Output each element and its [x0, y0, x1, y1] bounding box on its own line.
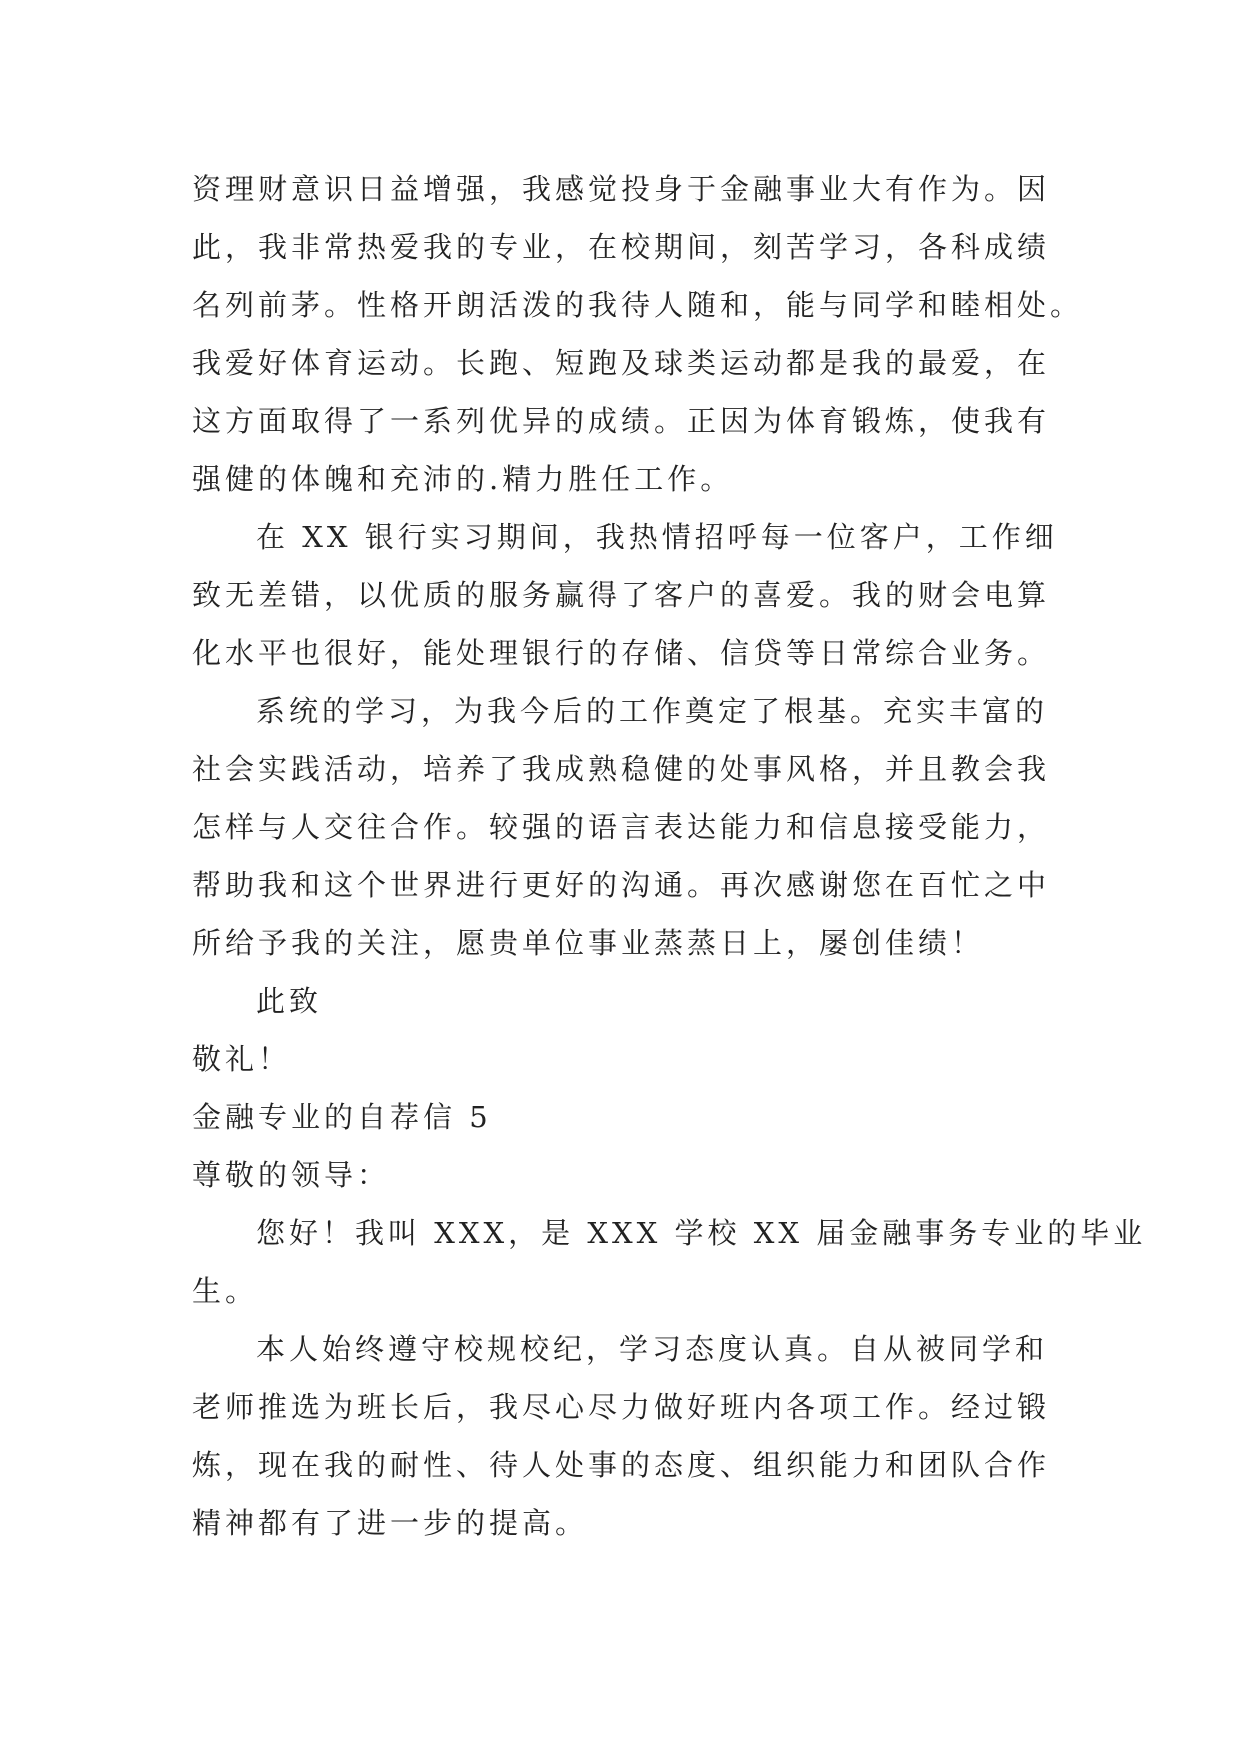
text-line: 社会实践活动，培养了我成熟稳健的处事风格，并且教会我	[192, 752, 1051, 786]
text-line: 您好！我叫 XXX，是 XXX 学校 XX 届金融事务专业的毕业	[256, 1216, 1147, 1250]
text-line: 这方面取得了一系列优异的成绩。正因为体育锻炼，使我有	[192, 404, 1051, 438]
text-line: 在 XX 银行实习期间，我热情招呼每一位客户，工作细	[256, 520, 1058, 554]
text-line: 生。	[192, 1274, 259, 1308]
text-line: 老师推选为班长后，我尽心尽力做好班内各项工作。经过锻	[192, 1390, 1051, 1424]
text-line: 金融专业的自荐信 5	[192, 1100, 492, 1134]
text-line: 致无差错，以优质的服务赢得了客户的喜爱。我的财会电算	[192, 578, 1051, 612]
text-line: 资理财意识日益增强，我感觉投身于金融事业大有作为。因	[192, 172, 1051, 206]
text-line: 本人始终遵守校规校纪，学习态度认真。自从被同学和	[256, 1332, 1049, 1366]
text-line: 炼，现在我的耐性、待人处事的态度、组织能力和团队合作	[192, 1448, 1051, 1482]
text-line: 所给予我的关注，愿贵单位事业蒸蒸日上，屡创佳绩！	[192, 926, 985, 960]
text-line: 名列前茅。性格开朗活泼的我待人随和，能与同学和睦相处。	[192, 288, 1084, 322]
text-line: 系统的学习，为我今后的工作奠定了根基。充实丰富的	[256, 694, 1049, 728]
letter-body	[192, 160, 1147, 1552]
text-line: 尊敬的领导：	[192, 1158, 391, 1192]
text-line: 怎样与人交往合作。较强的语言表达能力和信息接受能力，	[192, 810, 1051, 844]
text-line: 此致	[256, 984, 323, 1018]
text-line: 精神都有了进一步的提高。	[192, 1506, 589, 1540]
text-line: 帮助我和这个世界进行更好的沟通。再次感谢您在百忙之中	[192, 868, 1051, 902]
text-line: 化水平也很好，能处理银行的存储、信贷等日常综合业务。	[192, 636, 1051, 670]
text-line: 强健的体魄和充沛的.精力胜任工作。	[192, 462, 734, 496]
text-line: 此，我非常热爱我的专业，在校期间，刻苦学习，各科成绩	[192, 230, 1051, 264]
text-line: 我爱好体育运动。长跑、短跑及球类运动都是我的最爱，在	[192, 346, 1051, 380]
text-line: 敬礼！	[192, 1042, 292, 1076]
